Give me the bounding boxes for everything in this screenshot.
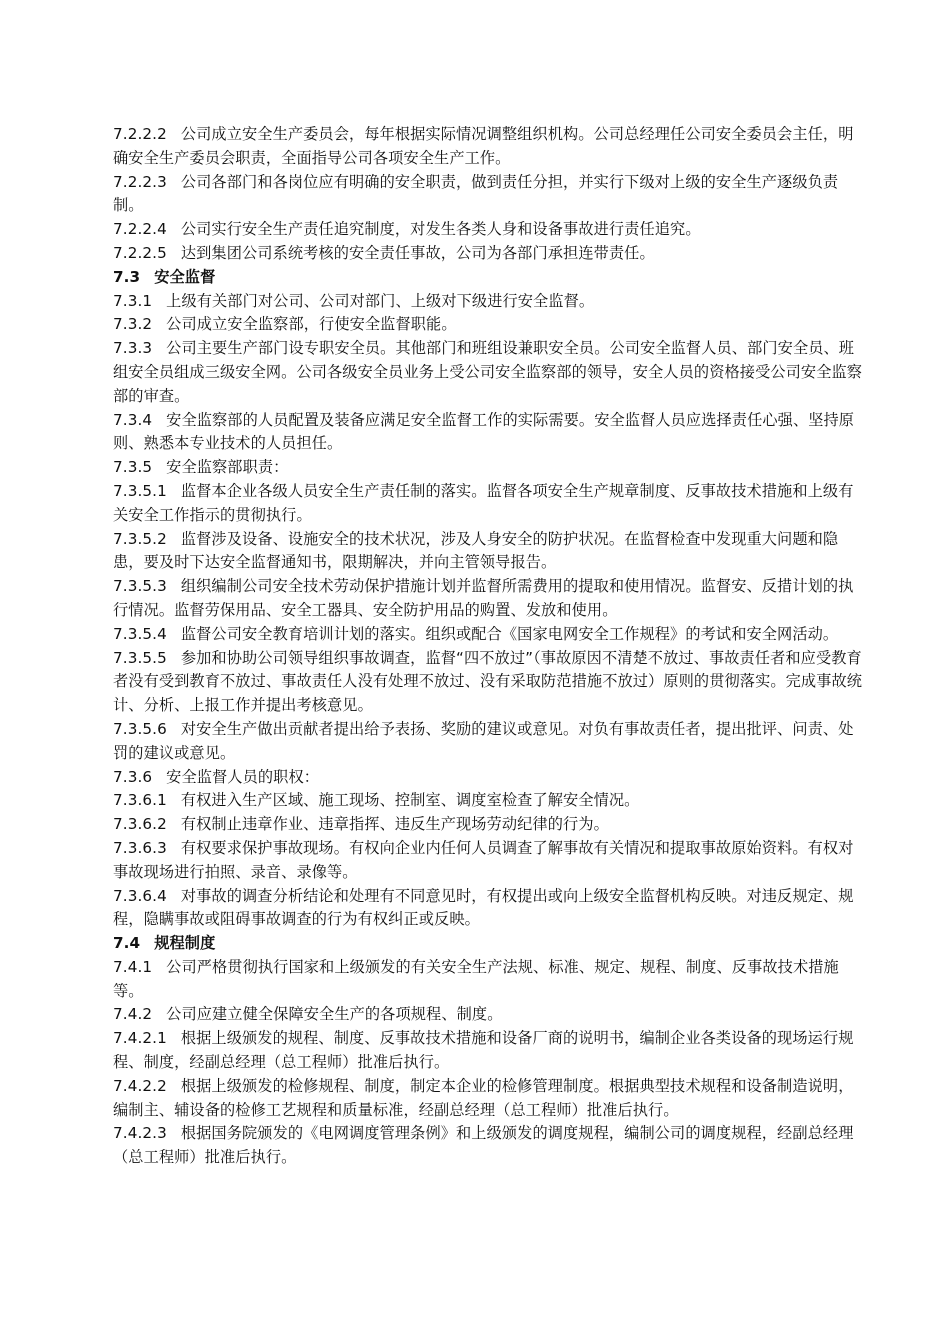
clause-text: 安全监督人员的职权： bbox=[166, 767, 320, 786]
clause-text: 根据上级颁发的检修规程、制度，制定本企业的检修管理制度。根据典型技术规程和设备制造说明，编制主、辅设备的检修工艺规程和质量标准，经副总经理（总工程师）批准后执行。 bbox=[113, 1076, 854, 1119]
clause-text: 根据上级颁发的规程、制度、反事故技术措施和设备厂商的说明书，编制企业各类设备的现场运行规程、制度，经副总经理（总工程师）批准后执行。 bbox=[113, 1029, 854, 1072]
clause-text: 规程制度 bbox=[154, 934, 216, 953]
clause-paragraph bbox=[113, 480, 865, 528]
clause-number: 7.3.3 bbox=[113, 339, 153, 358]
clause-paragraph bbox=[113, 171, 865, 219]
clause-text: 参加和协助公司领导组织事故调查，监督“四不放过”（事故原因不清楚不放过、事故责任者和应受教育者没有受到教育不放过、事故责任人没有处理不放过、没有采取防范措施不放过）原则的贯彻落实。完成事故统计、分析、上报工作并提出考核意见。 bbox=[113, 648, 863, 715]
clause-number: 7.3.2 bbox=[113, 315, 153, 334]
clause-number: 7.3.6.4 bbox=[113, 886, 167, 905]
clause-paragraph bbox=[113, 1027, 865, 1075]
clause-paragraph bbox=[113, 1122, 865, 1170]
clause-paragraph bbox=[113, 313, 865, 337]
clause-number: 7.2.2.2 bbox=[113, 125, 167, 143]
clause-number: 7.3.1 bbox=[113, 291, 153, 310]
clause-number: 7.2.2.3 bbox=[113, 172, 167, 191]
clause-text: 公司成立安全监察部，行使安全监督职能。 bbox=[166, 315, 457, 334]
clause-paragraph bbox=[113, 837, 865, 885]
clause-text: 对安全生产做出贡献者提出给予表扬、奖励的建议或意见。对负有事故责任者，提出批评、问责、处罚的建议或意见。 bbox=[113, 719, 854, 762]
clause-text: 达到集团公司系统考核的安全责任事故，公司为各部门承担连带责任。 bbox=[180, 243, 655, 262]
clause-paragraph bbox=[113, 409, 865, 457]
clause-number: 7.3.5.4 bbox=[113, 624, 167, 643]
clause-text: 监督涉及设备、设施安全的技术状况，涉及人身安全的防护状况。在监督检查中发现重大问题和隐患，要及时下达安全监督通知书，限期解决，并向主管领导报告。 bbox=[113, 529, 839, 572]
clause-number: 7.4.2.1 bbox=[113, 1029, 167, 1048]
section-heading bbox=[113, 932, 865, 956]
clause-paragraph bbox=[113, 813, 865, 837]
clause-paragraph bbox=[113, 337, 865, 408]
clause-paragraph bbox=[113, 290, 865, 314]
clause-number: 7.3.5.6 bbox=[113, 719, 167, 738]
clause-text: 有权制止违章作业、违章指挥、违反生产现场劳动纪律的行为。 bbox=[180, 815, 609, 834]
clause-number: 7.4 bbox=[113, 934, 141, 953]
clause-number: 7.3.6.2 bbox=[113, 815, 167, 834]
clause-text: 公司各部门和各岗位应有明确的安全职责，做到责任分担，并实行下级对上级的安全生产逐级负责制。 bbox=[113, 172, 839, 215]
clause-number: 7.3.6 bbox=[113, 767, 153, 786]
clause-text: 有权进入生产区域、施工现场、控制室、调度室检查了解安全情况。 bbox=[180, 791, 640, 810]
clause-paragraph bbox=[113, 956, 865, 1004]
clause-number: 7.3.6.1 bbox=[113, 791, 167, 810]
clause-paragraph bbox=[113, 1003, 865, 1027]
clause-text: 公司应建立健全保障安全生产的各项规程、制度。 bbox=[166, 1005, 503, 1024]
clause-text: 对事故的调查分析结论和处理有不同意见时，有权提出或向上级安全监督机构反映。对违反规定、规程，隐瞒事故或阻碍事故调查的行为有权纠正或反映。 bbox=[113, 886, 854, 929]
clause-text: 有权要求保护事故现场。有权向企业内任何人员调查了解事故有关情况和提取事故原始资料。有权对事故现场进行拍照、录音、录像等。 bbox=[113, 838, 854, 881]
clause-number: 7.4.2 bbox=[113, 1005, 153, 1024]
clause-number: 7.2.2.5 bbox=[113, 243, 167, 262]
clause-text: 监督公司安全教育培训计划的落实。组织或配合《国家电网安全工作规程》的考试和安全网活动。 bbox=[180, 624, 839, 643]
clause-paragraph bbox=[113, 1075, 865, 1123]
clause-text: 安全监察部职责： bbox=[166, 458, 289, 477]
clause-text: 安全监督 bbox=[154, 267, 216, 286]
clause-number: 7.2.2.4 bbox=[113, 220, 167, 239]
clause-number: 7.3 bbox=[113, 267, 141, 286]
clause-paragraph bbox=[113, 575, 865, 623]
clause-paragraph bbox=[113, 789, 865, 813]
clause-paragraph bbox=[113, 218, 865, 242]
clause-paragraph bbox=[113, 123, 865, 171]
clause-text: 上级有关部门对公司、公司对部门、上级对下级进行安全监督。 bbox=[166, 291, 595, 310]
clause-number: 7.4.1 bbox=[113, 957, 153, 976]
clause-number: 7.4.2.2 bbox=[113, 1076, 167, 1095]
section-heading bbox=[113, 266, 865, 290]
clause-number: 7.3.4 bbox=[113, 410, 153, 429]
clause-paragraph bbox=[113, 647, 865, 718]
clause-number: 7.3.6.3 bbox=[113, 838, 167, 857]
clause-text: 公司严格贯彻执行国家和上级颁发的有关安全生产法规、标准、规定、规程、制度、反事故技术措施等。 bbox=[113, 957, 839, 1000]
clause-text: 安全监察部的人员配置及装备应满足安全监督工作的实际需要。安全监督人员应选择责任心强、坚持原则、熟悉本专业技术的人员担任。 bbox=[113, 410, 855, 453]
clause-text: 监督本企业各级人员安全生产责任制的落实。监督各项安全生产规章制度、反事故技术措施和上级有关安全工作指示的贯彻执行。 bbox=[113, 481, 854, 524]
clause-paragraph bbox=[113, 885, 865, 933]
clause-paragraph bbox=[113, 242, 865, 266]
clause-text: 公司主要生产部门设专职安全员。其他部门和班组设兼职安全员。公司安全监督人员、部门安全员、班组安全员组成三级安全网。公司各级安全员业务上受公司安全监察部的领导，安全人员的资格接受公司安全监察部的审查。 bbox=[113, 339, 863, 405]
clause-number: 7.3.5.3 bbox=[113, 577, 167, 596]
clause-text: 组织编制公司安全技术劳动保护措施计划并监督所需费用的提取和使用情况。监督安、反措计划的执行情况。监督劳保用品、安全工器具、安全防护用品的购置、发放和使用。 bbox=[113, 577, 854, 619]
clause-number: 7.3.5.5 bbox=[113, 648, 167, 667]
clause-paragraph bbox=[113, 456, 865, 480]
clause-paragraph bbox=[113, 623, 865, 647]
clause-text: 根据国务院颁发的《电网调度管理条例》和上级颁发的调度规程，编制公司的调度规程，经副总经理（总工程师）批准后执行。 bbox=[113, 1124, 854, 1167]
clause-number: 7.4.2.3 bbox=[113, 1124, 167, 1143]
document-page bbox=[113, 123, 865, 1170]
clause-paragraph bbox=[113, 528, 865, 576]
clause-number: 7.3.5.1 bbox=[113, 481, 167, 500]
clause-text: 公司成立安全生产委员会，每年根据实际情况调整组织机构。公司总经理任公司安全委员会主任，明确安全生产委员会职责，全面指导公司各项安全生产工作。 bbox=[113, 125, 854, 167]
clause-paragraph bbox=[113, 718, 865, 766]
clause-paragraph bbox=[113, 766, 865, 790]
clause-number: 7.3.5 bbox=[113, 458, 153, 477]
clause-text: 公司实行安全生产责任追究制度，对发生各类人身和设备事故进行责任追究。 bbox=[180, 220, 701, 239]
clause-number: 7.3.5.2 bbox=[113, 529, 167, 548]
